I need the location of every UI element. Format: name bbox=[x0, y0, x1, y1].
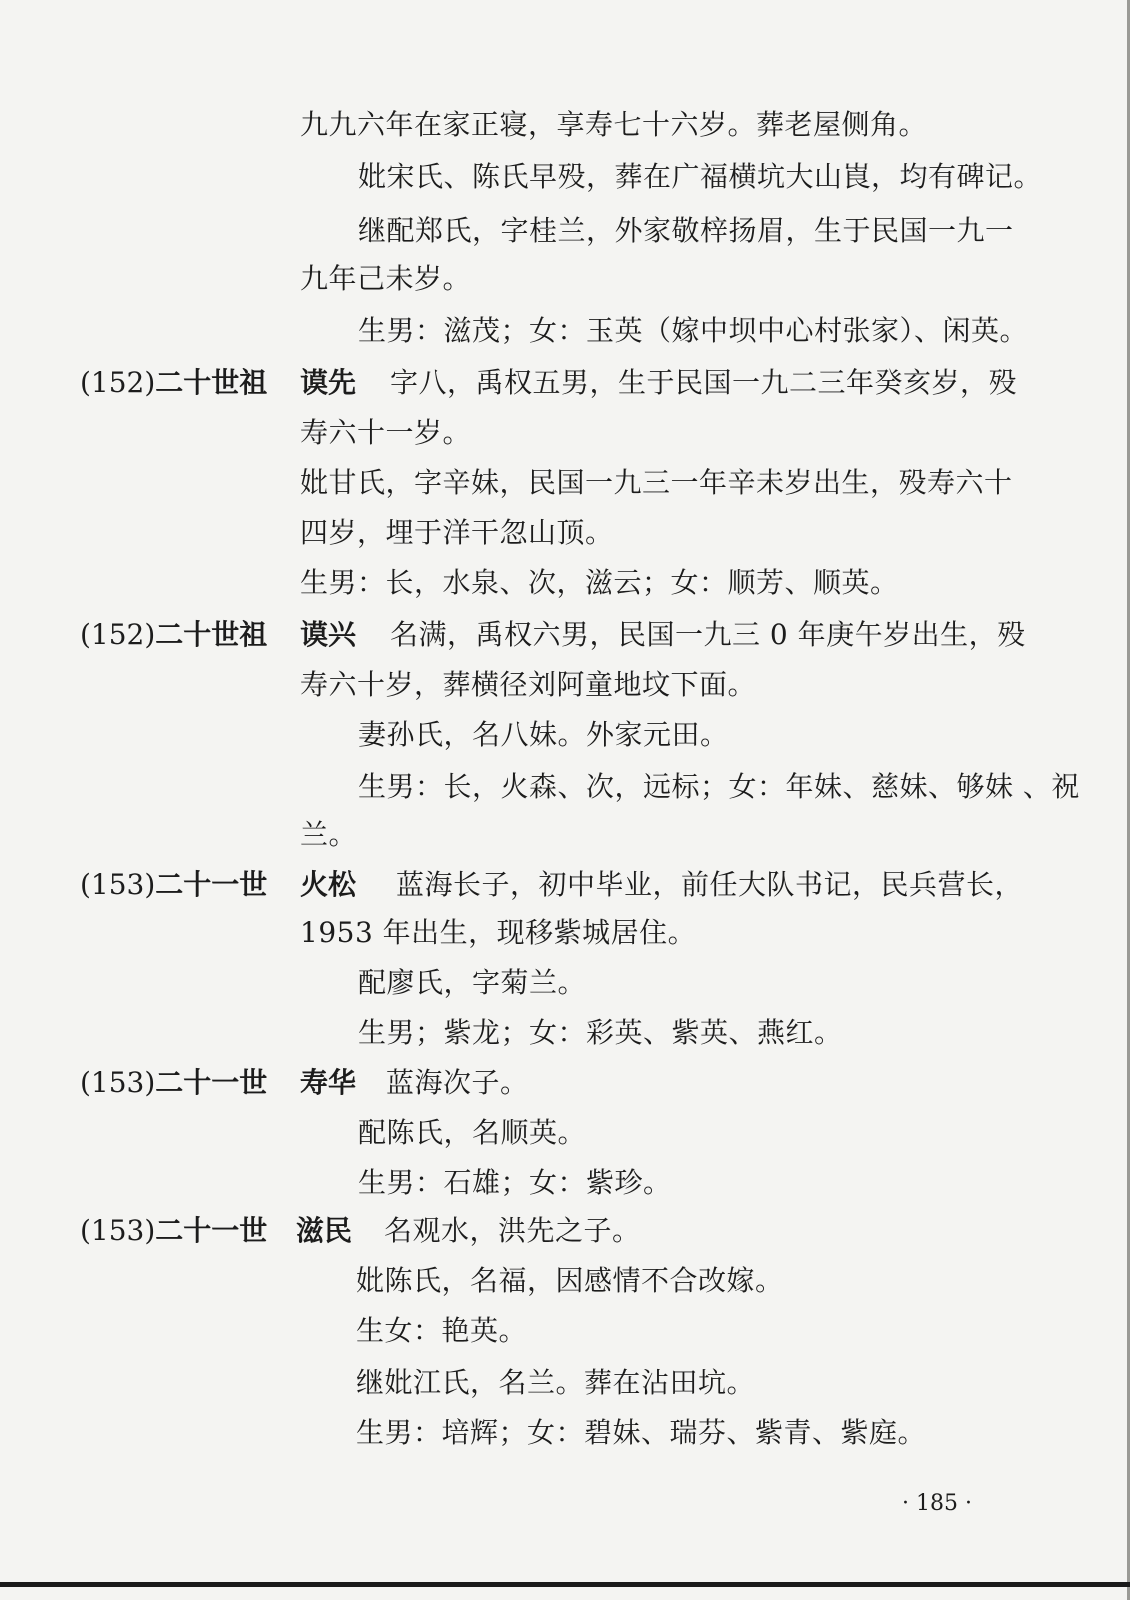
text-line: 配廖氏，字菊兰。 bbox=[358, 966, 587, 999]
entry-number: (153) bbox=[80, 868, 156, 901]
entry-header bbox=[80, 366, 267, 400]
text-line: 生男：长，火森、次，远标；女：年妹、慈妹、够妹 、祝 bbox=[358, 770, 1080, 803]
entry-number: (153) bbox=[80, 1066, 156, 1099]
entry-name: 滋民 bbox=[296, 1214, 353, 1247]
entry-header bbox=[80, 618, 267, 652]
entry-number: (152) bbox=[80, 366, 156, 399]
text-line: 生男：滋茂；女：玉英（嫁中坝中心村张家）、闲英。 bbox=[358, 314, 1029, 347]
text-line: 生女：艳英。 bbox=[356, 1314, 528, 1347]
text-line: 兰。 bbox=[300, 818, 358, 851]
text-line: 妣甘氏，字辛妹，民国一九三一年辛未岁出生，殁寿六十 bbox=[300, 466, 1013, 499]
entry-header bbox=[80, 868, 267, 902]
entry-generation: 二十世祖 bbox=[155, 618, 268, 651]
entry-generation: 二十一世 bbox=[155, 868, 268, 901]
entry-generation: 二十一世 bbox=[155, 1066, 268, 1099]
entry-name: 谟兴 bbox=[300, 618, 357, 651]
entry-number: (152) bbox=[80, 618, 156, 651]
entry-name: 火松 bbox=[300, 868, 357, 901]
text-line: 妣宋氏、陈氏早殁，葬在广福横坑大山崀，均有碑记。 bbox=[358, 160, 1043, 193]
text-line: 四岁，埋于洋干忽山顶。 bbox=[300, 516, 614, 549]
entry-text: 蓝海长子，初中毕业，前任大队书记，民兵营长， bbox=[396, 868, 1024, 901]
text-line: 九年己未岁。 bbox=[300, 262, 472, 295]
entry-name: 谟先 bbox=[300, 366, 357, 399]
entry-generation: 二十一世 bbox=[155, 1214, 268, 1247]
text-line: 寿六十岁，葬横径刘阿童地坟下面。 bbox=[300, 668, 757, 701]
text-line: 妻孙氏，名八妹。外家元田。 bbox=[358, 718, 729, 751]
text-line: 九九六年在家正寝，享寿七十六岁。葬老屋侧角。 bbox=[300, 108, 928, 141]
bottom-border bbox=[0, 1582, 1130, 1587]
entry-text: 蓝海次子。 bbox=[386, 1066, 529, 1099]
text-line: 生男；紫龙；女：彩英、紫英、燕红。 bbox=[358, 1016, 843, 1049]
page-number: · 185 · bbox=[902, 1491, 972, 1516]
entry-generation: 二十世祖 bbox=[155, 366, 268, 399]
text-line: 生男：石雄；女：紫珍。 bbox=[358, 1166, 672, 1199]
entry-name: 寿华 bbox=[300, 1066, 357, 1099]
text-line: 寿六十一岁。 bbox=[300, 416, 472, 449]
text-line: 配陈氏，名顺英。 bbox=[358, 1116, 587, 1149]
entry-header bbox=[80, 1214, 267, 1248]
entry-text: 名满，禹权六男，民国一九三 0 年庚午岁出生，殁 bbox=[390, 618, 1026, 651]
entry-text: 名观水，洪先之子。 bbox=[384, 1214, 641, 1247]
text-line: 1953 年出生，现移紫城居住。 bbox=[300, 916, 697, 949]
entry-number: (153) bbox=[80, 1214, 156, 1247]
text-line: 生男：培辉；女：碧妹、瑞芬、紫青、紫庭。 bbox=[356, 1416, 927, 1449]
text-line: 继妣江氏，名兰。葬在沾田坑。 bbox=[356, 1366, 756, 1399]
text-line: 生男：长，水泉、次，滋云；女：顺芳、顺英。 bbox=[300, 566, 899, 599]
entry-header bbox=[80, 1066, 267, 1100]
text-line: 妣陈氏，名福，因感情不合改嫁。 bbox=[356, 1264, 784, 1297]
entry-text: 字八，禹权五男，生于民国一九二三年癸亥岁，殁 bbox=[390, 366, 1018, 399]
text-line: 继配郑氏，字桂兰，外家敬梓扬眉，生于民国一九一 bbox=[358, 214, 1014, 247]
